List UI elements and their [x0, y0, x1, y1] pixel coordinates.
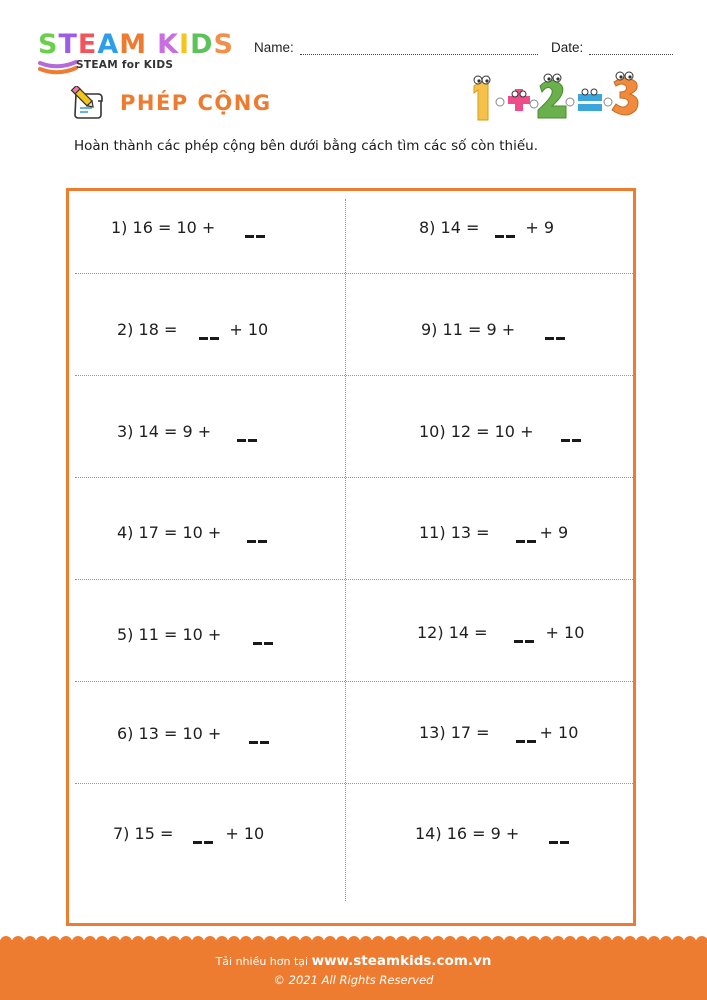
date-blank-line[interactable]	[589, 43, 673, 55]
answer-blank[interactable]	[193, 841, 213, 844]
problem-text: 4) 17 = 10 +	[117, 523, 222, 542]
name-field[interactable]	[254, 40, 538, 55]
problem-text: 6) 13 = 10 +	[117, 724, 222, 743]
page-title: PHÉP CỘNG	[120, 91, 272, 115]
smile-swoosh-icon	[38, 60, 78, 76]
problem-4	[117, 523, 271, 542]
problem-text-after: + 10	[545, 623, 585, 642]
footer-website-link[interactable]: www.steamkids.com.vn	[311, 953, 492, 969]
problem-2	[117, 320, 268, 339]
footer-download	[0, 953, 707, 969]
problem-5	[117, 625, 277, 644]
problem-9	[421, 320, 569, 339]
answer-blank[interactable]	[237, 439, 257, 442]
problem-8	[419, 218, 554, 237]
answer-blank[interactable]	[247, 540, 267, 543]
name-blank-line[interactable]	[300, 43, 538, 55]
logo-letter: M	[119, 29, 148, 60]
problem-text-after: + 10	[229, 320, 269, 339]
row-divider	[75, 273, 633, 274]
problem-13	[419, 723, 578, 742]
footer-banner	[0, 940, 707, 1000]
date-label: Date:	[551, 40, 584, 55]
problem-text: 11) 13 =	[419, 523, 490, 542]
footer-download-text: Tải nhiều hơn tại	[215, 955, 309, 968]
answer-blank[interactable]	[249, 741, 269, 744]
problem-text: 5) 11 = 10 +	[117, 625, 222, 644]
problem-11	[419, 523, 568, 542]
problem-text: 2) 18 =	[117, 320, 178, 339]
answer-blank[interactable]	[245, 235, 265, 238]
steam-kids-logo	[38, 30, 238, 75]
problem-text: 8) 14 =	[419, 218, 480, 237]
row-divider	[75, 375, 633, 376]
answer-blank[interactable]	[545, 337, 565, 340]
logo-letter: K	[157, 29, 180, 60]
problem-text: 9) 11 = 9 +	[421, 320, 516, 339]
problem-text: 13) 17 =	[419, 723, 490, 742]
number-mascots-illustration	[468, 68, 644, 126]
logo-tagline: STEAM for KIDS	[76, 59, 174, 71]
column-divider	[345, 199, 346, 901]
answer-blank[interactable]	[549, 841, 569, 844]
problem-text: 1) 16 = 10 +	[111, 218, 216, 237]
problem-text-after: + 9	[539, 523, 569, 542]
logo-wordmark	[38, 30, 238, 60]
problem-text: 10) 12 = 10 +	[419, 422, 534, 441]
logo-letter: I	[179, 29, 191, 60]
row-divider	[75, 579, 633, 580]
footer-copyright: © 2021 All Rights Reserved	[273, 973, 434, 987]
problem-text: 7) 15 =	[113, 824, 174, 843]
instructions-text: Hoàn thành các phép cộng bên dưới bằng cách tìm các số còn thiếu.	[74, 138, 538, 154]
logo-letter: D	[190, 29, 214, 60]
problem-text: 3) 14 = 9 +	[117, 422, 212, 441]
logo-letter: A	[97, 29, 120, 60]
problem-text-after: + 10	[225, 824, 265, 843]
problem-text-after: + 9	[525, 218, 555, 237]
problem-text: 12) 14 =	[417, 623, 488, 642]
worksheet-title-row	[70, 86, 272, 120]
problem-3	[117, 422, 261, 441]
answer-blank[interactable]	[495, 235, 515, 238]
date-field[interactable]	[551, 40, 673, 55]
logo-letter: S	[213, 29, 234, 60]
problem-10	[419, 422, 585, 441]
answer-blank[interactable]	[199, 337, 219, 340]
problem-7	[113, 824, 264, 843]
problem-6	[117, 724, 273, 743]
name-label: Name:	[254, 40, 294, 55]
problem-14	[415, 824, 573, 843]
row-divider	[75, 681, 633, 682]
answer-blank[interactable]	[516, 740, 536, 743]
pencil-paper-icon	[70, 86, 106, 120]
problem-12	[417, 623, 584, 642]
answer-blank[interactable]	[514, 640, 534, 643]
problems-grid	[66, 188, 636, 926]
logo-letter: S	[38, 29, 59, 60]
logo-letter: E	[77, 29, 98, 60]
problem-text-after: + 10	[539, 723, 579, 742]
answer-blank[interactable]	[561, 439, 581, 442]
row-divider	[75, 477, 633, 478]
scalloped-edge	[0, 934, 707, 942]
logo-letter: T	[58, 29, 78, 60]
problem-text: 14) 16 = 9 +	[415, 824, 520, 843]
problem-1	[111, 218, 269, 237]
answer-blank[interactable]	[253, 642, 273, 645]
row-divider	[75, 783, 633, 784]
answer-blank[interactable]	[516, 540, 536, 543]
